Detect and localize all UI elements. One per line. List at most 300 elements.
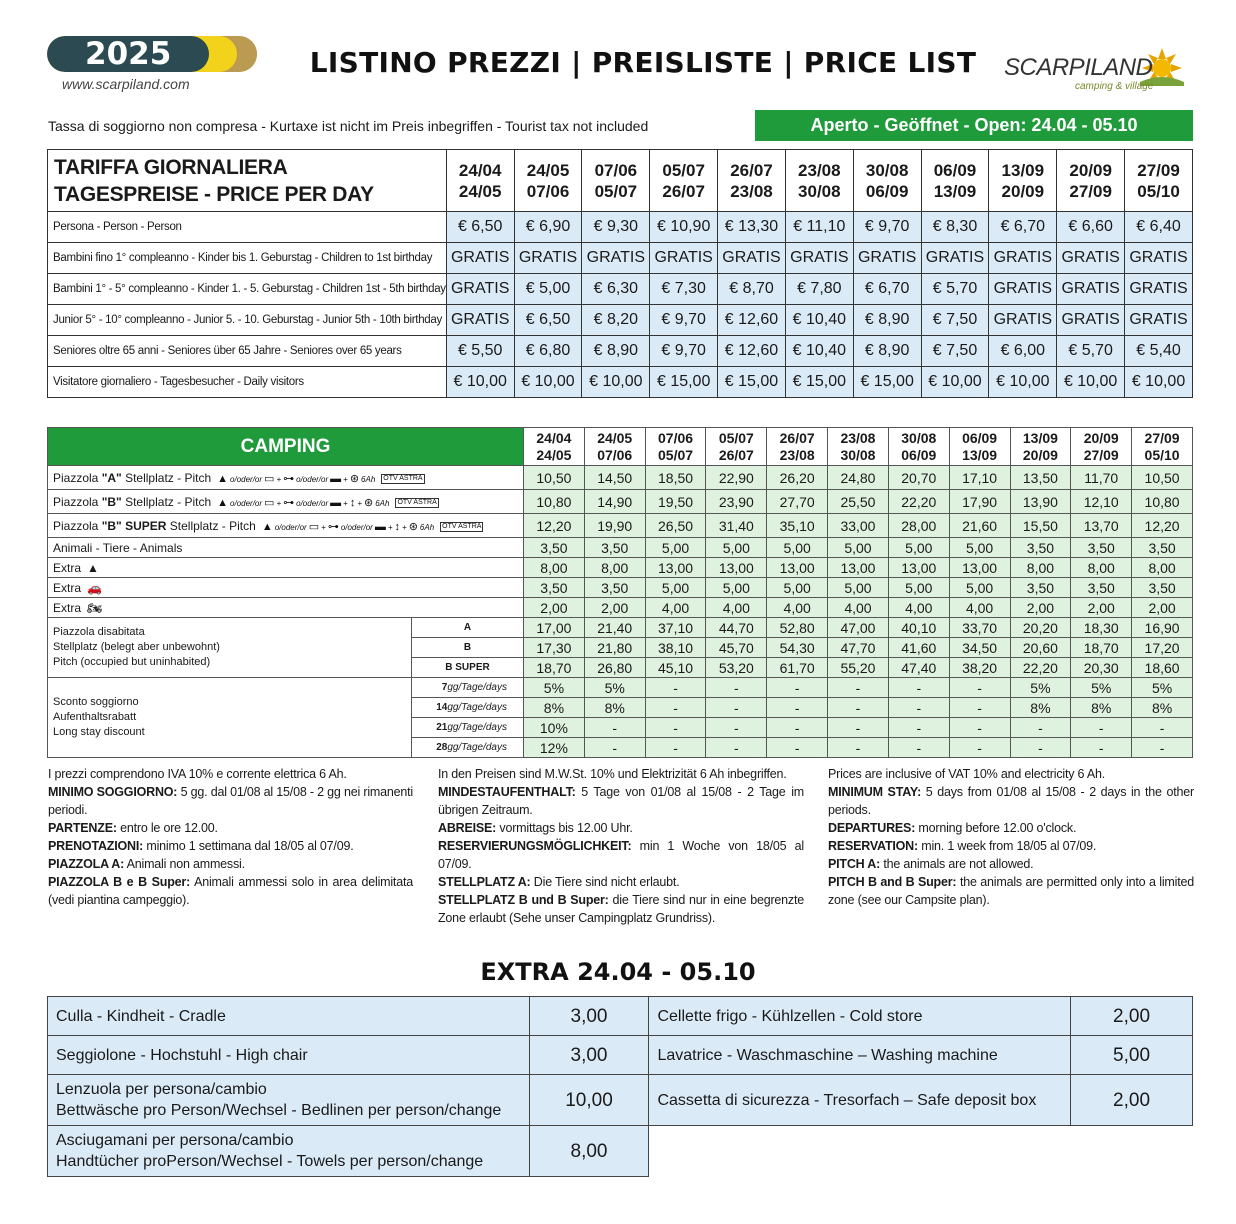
price-cell: 20,60 — [1010, 638, 1071, 658]
note-heading: STELLPLATZ B und B Super: — [438, 893, 609, 907]
price-cell: € 7,30 — [650, 274, 718, 305]
price-cell: 21,80 — [584, 638, 645, 658]
note-text: 5 days from 01/08 al 15/08 - 2 days in the other periods. — [828, 785, 1195, 817]
discount-cell: 5% — [524, 678, 585, 698]
note-heading: ABREISE: — [438, 821, 497, 835]
period-end: 24/05 — [536, 446, 572, 463]
price-cell: GRATIS — [446, 305, 514, 336]
price-cell: GRATIS — [853, 243, 921, 274]
note-line — [828, 783, 1194, 819]
tent-icon: ▲ — [217, 496, 229, 509]
label-line: Culla - Kindheit - Cradle — [56, 1007, 226, 1025]
period-end: 23/08 — [779, 446, 815, 463]
price-cell: € 9,70 — [650, 336, 718, 367]
price-cell: 21,40 — [584, 618, 645, 638]
pitch-label — [48, 514, 524, 538]
price-cell: 52,80 — [767, 618, 828, 638]
price-cell: GRATIS — [718, 243, 786, 274]
price-cell: 20,70 — [888, 466, 949, 490]
price-cell: 41,60 — [888, 638, 949, 658]
otv-astra-icon: OTV ASTRA — [383, 474, 423, 482]
daily-price-table — [47, 149, 1193, 398]
extra-item-price: 2,00 — [1071, 1075, 1193, 1126]
extra-item-row — [48, 1126, 1193, 1177]
pitch-row — [48, 514, 1193, 538]
price-cell: 34,50 — [949, 638, 1010, 658]
plus-icon: + — [276, 474, 282, 484]
period-end: 05/10 — [1144, 446, 1180, 463]
price-cell: € 15,00 — [650, 367, 718, 398]
price-cell: € 10,90 — [650, 212, 718, 243]
power-icon: ↕ — [394, 520, 401, 533]
or-separator: o/oder/or — [296, 498, 329, 508]
discount-cell: - — [706, 678, 767, 698]
price-cell: 45,70 — [706, 638, 767, 658]
price-cell: € 10,00 — [1125, 367, 1193, 398]
camper-icon: ▬ — [330, 472, 342, 485]
discount-cell: - — [888, 738, 949, 758]
stay-days: 21 — [436, 722, 448, 733]
period-start: 30/08 — [901, 429, 937, 446]
pitch-row — [48, 466, 1193, 490]
price-cell: 4,00 — [645, 598, 706, 618]
price-cell: 17,30 — [524, 638, 585, 658]
price-cell: € 15,00 — [718, 367, 786, 398]
or-separator: o/oder/or — [230, 498, 263, 508]
plus-icon: + — [357, 498, 362, 508]
amp-label: 6Ah — [375, 498, 390, 508]
discount-cell: - — [584, 738, 645, 758]
camping-price-table — [47, 427, 1193, 758]
price-cell: € 8,90 — [853, 305, 921, 336]
price-cell: 10,80 — [524, 490, 585, 514]
price-cell: GRATIS — [1057, 243, 1125, 274]
price-cell: 61,70 — [767, 658, 828, 678]
price-cell: 3,50 — [1071, 538, 1132, 558]
extra-item-label — [649, 997, 1071, 1036]
discount-cell: 5% — [1071, 678, 1132, 698]
price-cell: 26,50 — [645, 514, 706, 538]
camper-icon: ▬ — [374, 520, 386, 533]
label-line: Seggiolone - Hochstuhl - High chair — [56, 1046, 308, 1064]
price-cell: 13,70 — [1071, 514, 1132, 538]
note-heading: RESERVIERUNGSMÖGLICHKEIT: — [438, 839, 632, 853]
label-line: Cellette frigo - Kühlzellen - Cold store — [657, 1007, 923, 1025]
price-cell: 10,50 — [524, 466, 585, 490]
row-label — [48, 598, 524, 618]
note-text: I prezzi comprendono IVA 10% e corrente elettrica 6 Ah. — [48, 767, 347, 781]
price-cell: 8,00 — [524, 558, 585, 578]
period-end: 26/07 — [662, 181, 705, 201]
pitch-label-post: Stellplatz - Pitch — [121, 470, 212, 485]
price-cell: 38,20 — [949, 658, 1010, 678]
pitch-icons — [262, 520, 484, 533]
price-cell: 13,00 — [888, 558, 949, 578]
period-end: 24/05 — [458, 181, 502, 201]
price-cell: GRATIS — [989, 305, 1057, 336]
period-header — [888, 428, 949, 466]
stay-duration — [412, 678, 524, 698]
discount-cell: 10% — [524, 718, 585, 738]
price-cell: GRATIS — [1057, 305, 1125, 336]
car-icon: ⊶ — [283, 472, 295, 485]
note-heading: PITCH A: — [828, 857, 881, 871]
period-start: 20/09 — [1083, 429, 1119, 446]
price-cell: € 10,00 — [582, 367, 650, 398]
price-cell: 17,10 — [949, 466, 1010, 490]
row-label: Bambini fino 1° compleanno - Kinder bis 1. Geburstag - Children to 1st birthday — [48, 243, 447, 274]
price-cell: € 5,40 — [1125, 336, 1193, 367]
price-cell: 3,50 — [584, 538, 645, 558]
price-cell: GRATIS — [1125, 274, 1193, 305]
price-cell: 14,50 — [584, 466, 645, 490]
camping-header-row — [48, 428, 1193, 466]
period-end: 27/09 — [1069, 181, 1112, 201]
note-text: min 1 Woche von 18/05 al 07/09. — [438, 839, 804, 871]
price-cell: 5,00 — [645, 578, 706, 598]
note-line — [828, 837, 1194, 855]
price-cell: € 10,00 — [446, 367, 514, 398]
note-line — [438, 783, 804, 819]
extra-item-label — [48, 1126, 530, 1177]
price-cell: 18,50 — [645, 466, 706, 490]
price-cell: € 13,30 — [718, 212, 786, 243]
price-cell: € 7,80 — [785, 274, 853, 305]
tax-note: Tassa di soggiorno non compresa - Kurtaxe ist nicht im Preis inbegriffen - Tourist tax not included — [48, 118, 649, 134]
price-cell: € 6,70 — [989, 212, 1057, 243]
pitch-label-post: Stellplatz - Pitch — [166, 518, 256, 533]
price-cell: 13,00 — [645, 558, 706, 578]
price-cell: 5,00 — [767, 578, 828, 598]
note-text: morning before 12.00 o'clock. — [915, 821, 1077, 835]
stay-unit: gg/Tage/days — [447, 702, 507, 713]
extra-row — [48, 598, 1193, 618]
discount-cell: 5% — [1132, 678, 1193, 698]
price-cell: € 6,00 — [989, 336, 1057, 367]
table-row — [48, 367, 1193, 398]
price-cell: 5,00 — [828, 538, 889, 558]
plus-icon: + — [276, 498, 282, 508]
car-icon: ⊶ — [283, 496, 295, 509]
pitch-label-type: "B" SUPER — [101, 518, 167, 533]
pitch-type: B — [412, 638, 524, 658]
caravan-icon: ▭ — [264, 496, 275, 509]
price-cell: 24,80 — [828, 466, 889, 490]
note-text: Animali non ammessi. — [124, 857, 245, 871]
period-end: 06/09 — [901, 446, 937, 463]
price-cell: 31,40 — [706, 514, 767, 538]
pitch-label-pre: Piazzola — [53, 494, 102, 509]
note-line — [48, 819, 413, 837]
price-cell: 5,00 — [888, 538, 949, 558]
price-cell: € 10,00 — [989, 367, 1057, 398]
price-cell: 5,00 — [706, 538, 767, 558]
price-cell: 3,50 — [1010, 578, 1071, 598]
note-text: entro le ore 12.00. — [116, 821, 218, 835]
extra-item-price: 3,00 — [529, 997, 649, 1036]
tent-icon: ▲ — [261, 520, 273, 533]
discount-cell: 8% — [1071, 698, 1132, 718]
period-end: 06/09 — [865, 181, 909, 201]
socket-icon: ⊛ — [364, 496, 374, 509]
price-cell: € 9,70 — [853, 212, 921, 243]
amp-label: 6Ah — [361, 474, 376, 484]
discount-cell: - — [645, 678, 706, 698]
price-cell: 44,70 — [706, 618, 767, 638]
price-cell: € 8,70 — [718, 274, 786, 305]
note-heading: PITCH B and B Super: — [828, 875, 957, 889]
caravan-icon: ▭ — [308, 520, 320, 533]
period-start: 27/09 — [1137, 160, 1180, 180]
empty-cell — [649, 1126, 1193, 1177]
note-heading: PRENOTAZIONI: — [48, 839, 144, 853]
discount-cell: - — [767, 738, 828, 758]
row-label — [48, 538, 524, 558]
note-text: die Tiere sind nur in eine begrenzte Zone erlaubt (Sehe unser Campingplatz Grundriss). — [438, 893, 804, 925]
price-cell: GRATIS — [1125, 243, 1193, 274]
price-cell: € 6,50 — [514, 305, 582, 336]
notes-german — [438, 765, 804, 927]
period-start: 05/07 — [662, 160, 705, 180]
note-text: vormittags bis 12.00 Uhr. — [496, 821, 633, 835]
discount-cell: - — [888, 718, 949, 738]
stay-days: 28 — [436, 742, 448, 753]
note-line — [48, 783, 413, 819]
or-separator: o/oder/or — [230, 474, 263, 484]
row-label: Visitatore giornaliero - Tagesbesucher - Daily visitors — [48, 367, 447, 398]
note-heading: MINIMUM STAY: — [828, 785, 922, 799]
period-start: 27/09 — [1144, 429, 1180, 446]
price-cell: 3,50 — [1132, 578, 1193, 598]
discount-cell: - — [949, 678, 1010, 698]
note-heading: MINIMO SOGGIORNO: — [48, 785, 178, 799]
extra-item-label — [649, 1036, 1071, 1075]
price-cell: € 6,60 — [1057, 212, 1125, 243]
amp-label: 6Ah — [419, 522, 435, 532]
row-label — [48, 558, 524, 578]
tent-icon: ▲ — [87, 560, 99, 575]
period-start: 20/09 — [1069, 160, 1112, 180]
price-cell: € 8,90 — [582, 336, 650, 367]
price-cell: € 11,10 — [785, 212, 853, 243]
period-start: 06/09 — [962, 429, 998, 446]
note-line — [438, 873, 804, 891]
stay-days: 7 — [441, 682, 448, 693]
price-cell: 22,90 — [706, 466, 767, 490]
period-header — [853, 150, 921, 212]
price-cell: 40,10 — [888, 618, 949, 638]
or-separator: o/oder/or — [274, 522, 307, 532]
price-cell: 3,50 — [524, 578, 585, 598]
extra-item-row — [48, 1036, 1193, 1075]
period-header — [514, 150, 582, 212]
price-cell: 3,50 — [584, 578, 645, 598]
note-text: minimo 1 settimana dal 18/05 al 07/09. — [143, 839, 354, 853]
pitch-label — [48, 490, 524, 514]
label-line: Long stay discount — [53, 726, 145, 738]
extra-price-table — [47, 996, 1193, 1177]
extra-item-label — [48, 1036, 530, 1075]
extra-item-label — [48, 1075, 530, 1126]
note-line — [438, 765, 804, 783]
price-cell: 20,20 — [1010, 618, 1071, 638]
price-cell: 10,50 — [1132, 466, 1193, 490]
period-header — [1071, 428, 1132, 466]
period-start: 13/09 — [1022, 429, 1058, 446]
price-cell: 16,90 — [1132, 618, 1193, 638]
price-cell: 8,00 — [1071, 558, 1132, 578]
price-cell: € 5,70 — [1057, 336, 1125, 367]
price-cell: 33,70 — [949, 618, 1010, 638]
period-end: 07/06 — [526, 181, 570, 201]
socket-icon: ⊛ — [408, 520, 418, 533]
extra-item-price: 2,00 — [1071, 997, 1193, 1036]
price-cell: 15,50 — [1010, 514, 1071, 538]
price-cell: € 5,70 — [921, 274, 989, 305]
price-cell: 37,10 — [645, 618, 706, 638]
price-cell: 13,50 — [1010, 466, 1071, 490]
price-cell: 5,00 — [888, 578, 949, 598]
period-end: 05/07 — [658, 446, 694, 463]
period-start: 23/08 — [840, 429, 876, 446]
price-cell: GRATIS — [582, 243, 650, 274]
price-cell: 28,00 — [888, 514, 949, 538]
daily-table-title — [48, 150, 447, 212]
stay-duration — [412, 738, 524, 758]
period-start: 23/08 — [798, 160, 841, 180]
discount-cell: - — [706, 718, 767, 738]
notes-english — [828, 765, 1194, 909]
period-start: 24/04 — [536, 429, 572, 446]
price-cell: 25,50 — [828, 490, 889, 514]
extra-item-row — [48, 1075, 1193, 1126]
pitch-label — [48, 466, 524, 490]
discount-cell: - — [584, 718, 645, 738]
price-cell: 35,10 — [767, 514, 828, 538]
period-header — [718, 150, 786, 212]
price-cell: 55,20 — [828, 658, 889, 678]
period-end: 07/06 — [597, 446, 633, 463]
price-cell: 8,00 — [584, 558, 645, 578]
discount-cell: 8% — [1010, 698, 1071, 718]
note-heading: MINDESTAUFENTHALT: — [438, 785, 576, 799]
period-start: 13/09 — [1001, 160, 1045, 180]
price-cell: € 8,20 — [582, 305, 650, 336]
price-cell: € 15,00 — [785, 367, 853, 398]
period-end: 05/07 — [594, 181, 638, 201]
table-row — [48, 336, 1193, 367]
price-cell: € 10,40 — [785, 336, 853, 367]
or-separator: o/oder/or — [340, 522, 373, 532]
discount-cell: - — [828, 738, 889, 758]
note-line — [48, 873, 413, 909]
discount-cell: 12% — [524, 738, 585, 758]
price-cell: 4,00 — [949, 598, 1010, 618]
daily-header-row — [48, 150, 1193, 212]
pitch-label-type: "B" — [101, 494, 122, 509]
row-label-text: Extra — [53, 600, 82, 615]
price-cell: € 6,90 — [514, 212, 582, 243]
price-cell: 47,70 — [828, 638, 889, 658]
logo-wordmark: SCARPILAND — [1004, 54, 1153, 81]
price-cell: 33,00 — [828, 514, 889, 538]
price-cell: 13,00 — [828, 558, 889, 578]
period-end: 13/09 — [933, 181, 977, 201]
price-cell: 3,50 — [1010, 538, 1071, 558]
notes-italian — [48, 765, 413, 909]
discount-row — [48, 678, 1193, 698]
period-header — [650, 150, 718, 212]
label-line: Handtücher proPerson/Wechsel - Towels per person/change — [56, 1153, 484, 1170]
price-cell: 2,00 — [1132, 598, 1193, 618]
period-end: 26/07 — [718, 446, 754, 463]
pitch-label-post: Stellplatz - Pitch — [121, 494, 212, 509]
period-start: 07/06 — [594, 160, 638, 180]
tent-icon: ▲ — [217, 472, 229, 485]
price-cell: 4,00 — [706, 598, 767, 618]
price-cell: 23,90 — [706, 490, 767, 514]
stay-days: 14 — [436, 702, 448, 713]
label-line: Stellplatz (belegt aber unbewohnt) — [53, 641, 220, 653]
plus-icon: + — [343, 474, 348, 484]
price-cell: 5,00 — [828, 578, 889, 598]
price-cell: € 5,50 — [446, 336, 514, 367]
note-text: the animals are not allowed. — [880, 857, 1034, 871]
discount-cell: - — [949, 738, 1010, 758]
period-header — [706, 428, 767, 466]
price-cell: € 15,00 — [853, 367, 921, 398]
price-cell: 38,10 — [645, 638, 706, 658]
label-line: Piazzola disabitata — [53, 626, 145, 638]
price-cell: 19,90 — [584, 514, 645, 538]
price-cell: € 7,50 — [921, 336, 989, 367]
disabled-pitch-label — [48, 618, 412, 678]
discount-cell: - — [828, 678, 889, 698]
page-title: LISTINO PREZZI | PREISLISTE | PRICE LIST — [309, 46, 977, 79]
price-cell: 12,20 — [1132, 514, 1193, 538]
price-cell: 18,60 — [1132, 658, 1193, 678]
plus-icon: + — [387, 522, 393, 532]
price-cell: 14,90 — [584, 490, 645, 514]
discount-cell: 8% — [584, 698, 645, 718]
period-header — [524, 428, 585, 466]
price-cell: 5,00 — [767, 538, 828, 558]
period-header — [1010, 428, 1071, 466]
row-label: Persona - Person - Person — [48, 212, 447, 243]
price-cell: GRATIS — [785, 243, 853, 274]
period-end: 30/08 — [798, 181, 841, 201]
price-cell: 53,20 — [706, 658, 767, 678]
period-start: 07/06 — [658, 429, 694, 446]
period-header — [584, 428, 645, 466]
note-text: min. 1 week from 18/05 al 07/09. — [917, 839, 1097, 853]
discount-cell: - — [767, 678, 828, 698]
price-cell: € 10,00 — [921, 367, 989, 398]
price-cell: € 6,80 — [514, 336, 582, 367]
daily-title-line2: TAGESPREISE - PRICE PER DAY — [54, 182, 374, 206]
website-url[interactable]: www.scarpiland.com — [62, 76, 190, 92]
period-end: 20/09 — [1022, 446, 1058, 463]
discount-cell: - — [767, 698, 828, 718]
price-cell: 13,00 — [706, 558, 767, 578]
label-line: Cassetta di sicurezza - Tresorfach – Safe deposit box — [657, 1091, 1037, 1109]
note-text: the animals are permitted only into a limited zone (see our Campsite plan). — [828, 875, 1194, 907]
price-cell: € 6,30 — [582, 274, 650, 305]
discount-cell: - — [645, 698, 706, 718]
row-label — [48, 578, 524, 598]
period-header — [446, 150, 514, 212]
extra-item-label — [48, 997, 530, 1036]
